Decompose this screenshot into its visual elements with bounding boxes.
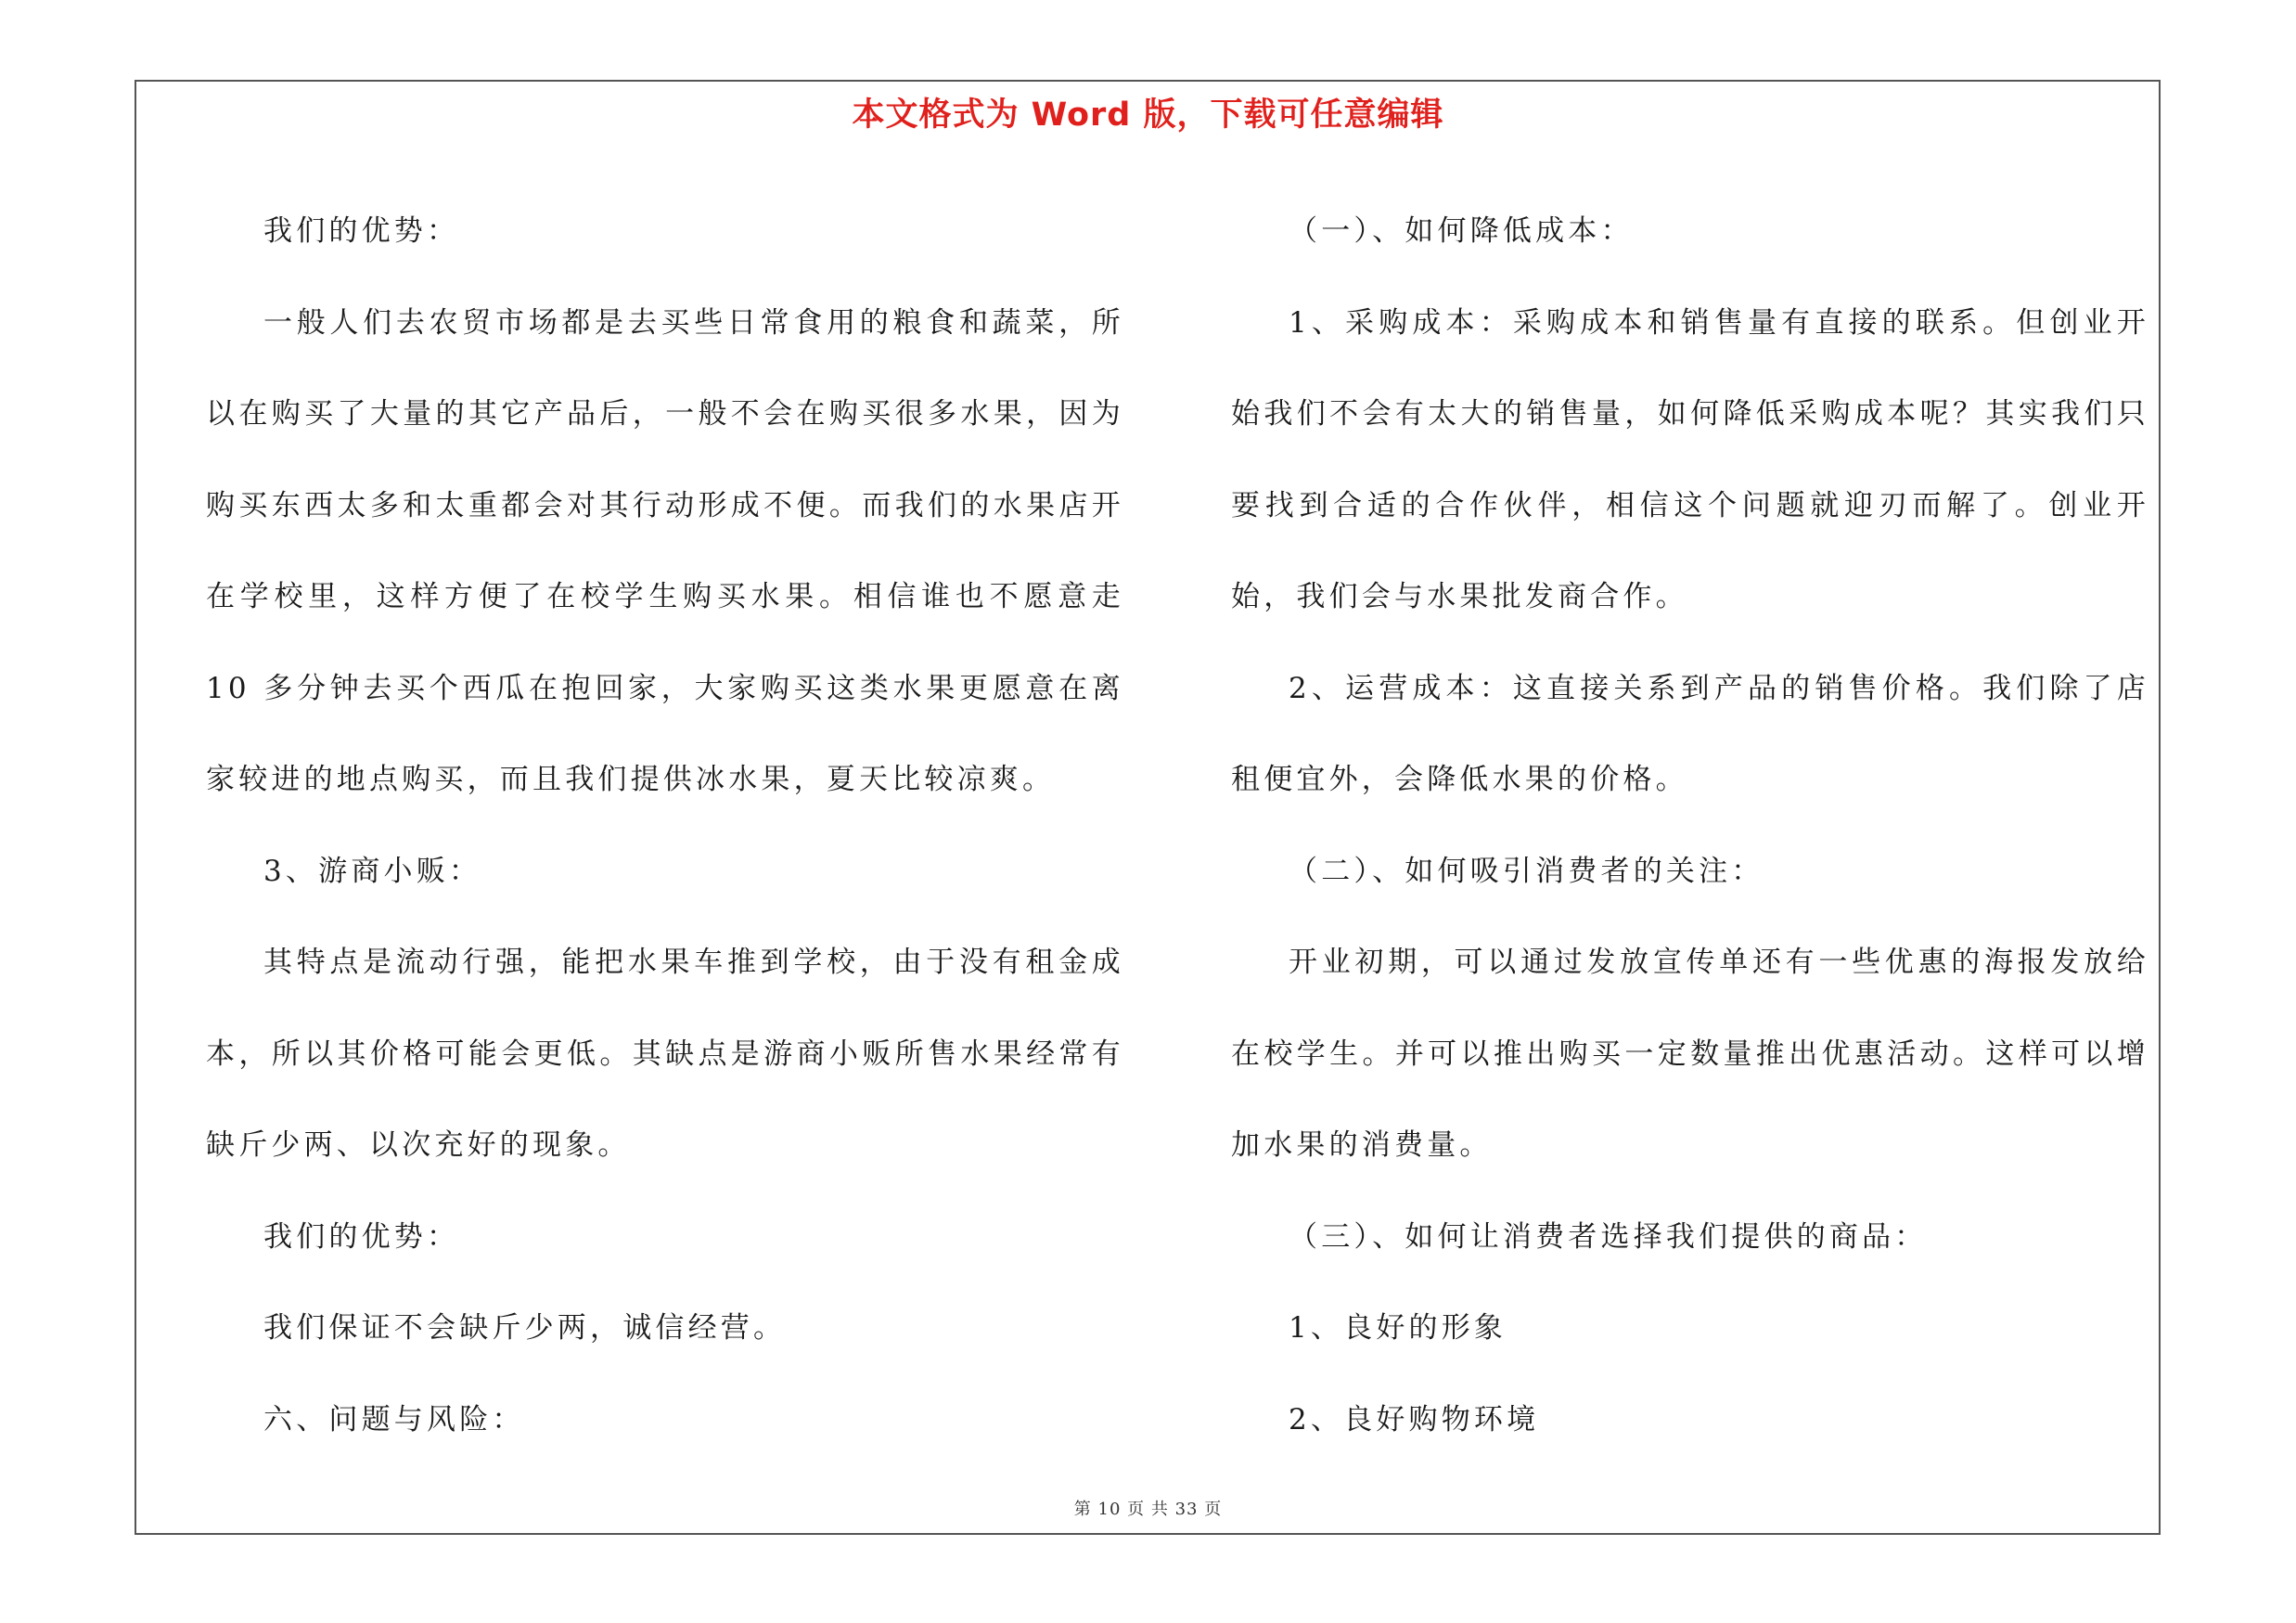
paragraph: 一般人们去农贸市场都是去买些日常食用的粮食和蔬菜，所以在购买了大量的其它产品后，一般不会在购买很多水果，因为购买东西太多和太重都会对其行动形成不便。而我们的水果店开在学校里，这样方便了在校学生购买水果。相信谁也不愿意走 10 多分钟去买个西瓜在抱回家，大家购买这类水果更愿意在离家较进的地点购买，而且我们提供冰水果，夏天比较凉爽。 — [206, 305, 1124, 796]
paragraph: 其特点是流动行强，能把水果车推到学校，由于没有租金成本，所以其价格可能会更低。其缺点是游商小贩所售水果经常有缺斤少两、以次充好的现象。 — [206, 946, 1124, 1162]
format-notice-banner: 本文格式为 Word 版，下载可任意编辑 — [852, 97, 1444, 134]
paragraph: 六、问题与风险： — [263, 1402, 525, 1436]
right-column — [1231, 186, 2149, 1465]
paragraph: （一）、如何降低成本： — [1289, 214, 1634, 248]
paragraph: （二）、如何吸引消费者的关注： — [1289, 854, 1764, 888]
paragraph: 2、良好购物环境 — [1289, 1402, 1540, 1436]
paragraph: 3、游商小贩： — [263, 854, 482, 888]
paragraph: （三）、如何让消费者选择我们提供的商品： — [1289, 1219, 1928, 1254]
paragraph: 我们保证不会缺斤少两，诚信经营。 — [263, 1311, 787, 1345]
page-number-footer: 第 10 页 共 33 页 — [1073, 1500, 1223, 1519]
paragraph: 2、运营成本：这直接关系到产品的销售价格。我们除了店租便宜外，会降低水果的价格。 — [1231, 671, 2149, 796]
paragraph: 1、采购成本：采购成本和销售量有直接的联系。但创业开始我们不会有太大的销售量，如何降低采购成本呢？其实我们只要找到合适的合作伙伴，相信这个问题就迎刃而解了。创业开始，我们会与水果批发商合作。 — [1231, 305, 2149, 613]
paragraph: 开业初期，可以通过发放宣传单还有一些优惠的海报发放给在校学生。并可以推出购买一定数量推出优惠活动。这样可以增加水果的消费量。 — [1231, 946, 2149, 1162]
left-column — [206, 186, 1124, 1465]
paragraph: 我们的优势： — [263, 1219, 460, 1254]
paragraph: 1、良好的形象 — [1289, 1311, 1507, 1345]
paragraph: 我们的优势： — [263, 214, 460, 248]
